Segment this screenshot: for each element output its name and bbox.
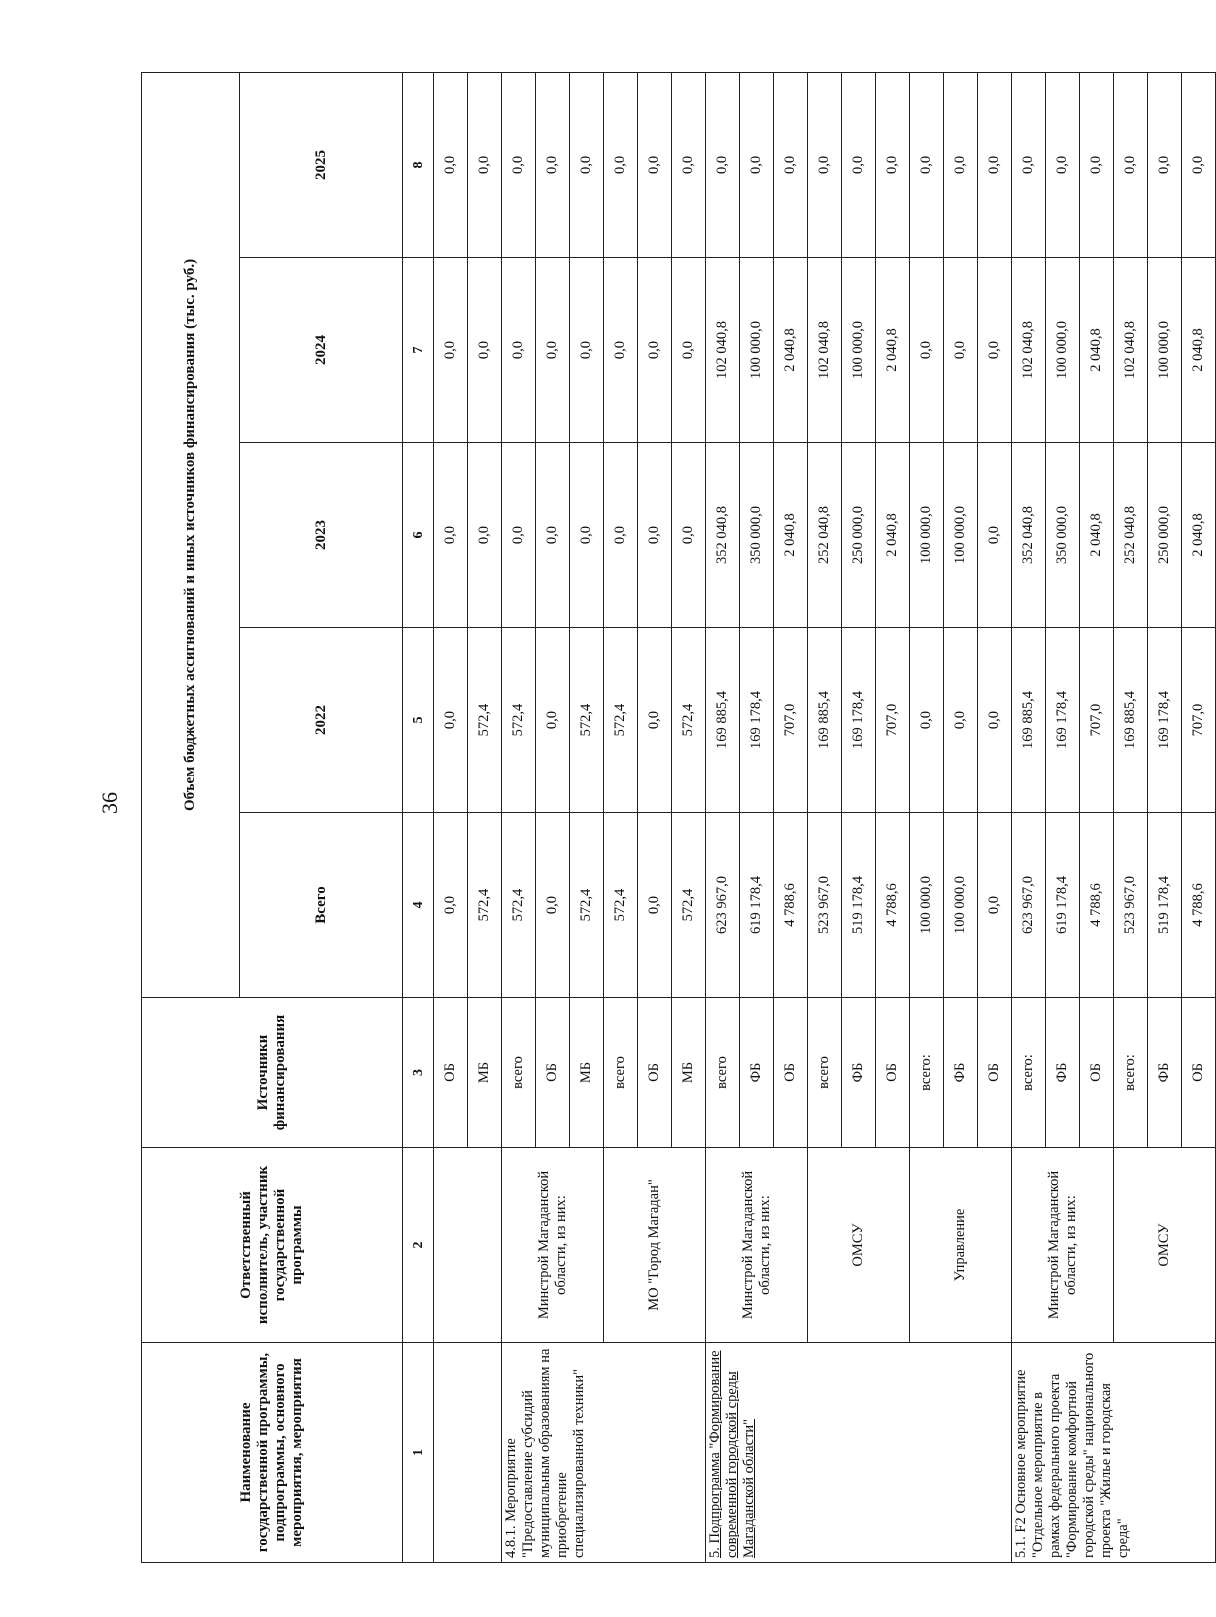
table-row [1012,72,1046,1562]
source-cell: МБ [468,998,502,1148]
header-year-2024: 2024 [240,258,403,443]
total-cell: 623 967,0 [706,813,740,998]
total-cell: 0,0 [638,813,672,998]
column-index: 2 [403,1148,434,1343]
year-2025-cell: 0,0 [706,72,740,257]
year-2025-cell: 0,0 [842,72,876,257]
total-cell: 572,4 [570,813,604,998]
header-name: Наименование государственной программы, подпрограммы, основного мероприятия, мероприятия [142,1343,403,1563]
year-2022-cell: 169 178,4 [740,628,774,813]
year-2023-cell: 0,0 [536,443,570,628]
source-cell: ОБ [1080,998,1114,1148]
year-2022-cell: 0,0 [434,628,468,813]
header-year-2022: 2022 [240,628,403,813]
year-2022-cell: 0,0 [978,628,1012,813]
responsible-cell: Управление [910,1148,1012,1343]
source-cell: ОБ [978,998,1012,1148]
responsible-cell: МО "Город Магадан" [604,1148,706,1343]
year-2024-cell: 100 000,0 [842,258,876,443]
year-2024-cell: 0,0 [502,258,536,443]
table-row [1114,72,1148,1562]
year-2025-cell: 0,0 [570,72,604,257]
total-cell: 100 000,0 [944,813,978,998]
program-name-cell: 4.8.1. Мероприятие "Предоставление субсидий муниципальным образованиям на приобретение специализированной техники" [502,1343,706,1563]
year-2022-cell: 0,0 [638,628,672,813]
total-cell: 523 967,0 [1114,813,1148,998]
year-2023-cell: 0,0 [570,443,604,628]
year-2025-cell: 0,0 [638,72,672,257]
responsible-cell: ОМСУ [808,1148,910,1343]
year-2022-cell: 169 885,4 [1012,628,1046,813]
column-index: 3 [403,998,434,1148]
header-year-2023: 2023 [240,443,403,628]
total-cell: 572,4 [672,813,706,998]
source-cell: всего [502,998,536,1148]
year-2023-cell: 0,0 [978,443,1012,628]
year-2022-cell: 169 178,4 [1046,628,1080,813]
table-row [434,72,468,1562]
year-2023-cell: 0,0 [672,443,706,628]
year-2024-cell: 2 040,8 [1080,258,1114,443]
source-cell: ФБ [1046,998,1080,1148]
year-2023-cell: 2 040,8 [1182,443,1216,628]
source-cell: ОБ [638,998,672,1148]
year-2025-cell: 0,0 [672,72,706,257]
year-2023-cell: 0,0 [468,443,502,628]
year-2025-cell: 0,0 [1080,72,1114,257]
header-year-2025: 2025 [240,72,403,257]
column-index: 7 [403,258,434,443]
table-row [910,72,944,1562]
total-cell: 0,0 [978,813,1012,998]
year-2024-cell: 100 000,0 [740,258,774,443]
year-2025-cell: 0,0 [536,72,570,257]
source-cell: ОБ [774,998,808,1148]
year-2023-cell: 352 040,8 [1012,443,1046,628]
source-cell: ОБ [1182,998,1216,1148]
year-2024-cell: 0,0 [570,258,604,443]
year-2024-cell: 102 040,8 [808,258,842,443]
source-cell: МБ [672,998,706,1148]
year-2024-cell: 0,0 [672,258,706,443]
year-2025-cell: 0,0 [604,72,638,257]
year-2025-cell: 0,0 [1114,72,1148,257]
year-2024-cell: 0,0 [434,258,468,443]
page-number: 36 [97,792,122,814]
year-2022-cell: 169 178,4 [1148,628,1182,813]
total-cell: 0,0 [434,813,468,998]
year-2022-cell: 0,0 [910,628,944,813]
year-2022-cell: 707,0 [1080,628,1114,813]
header-source: Источники финансирования [142,998,403,1148]
year-2023-cell: 252 040,8 [1114,443,1148,628]
total-cell: 100 000,0 [910,813,944,998]
responsible-cell: Минстрой Магаданской области, из них: [502,1148,604,1343]
source-cell: МБ [570,998,604,1148]
year-2022-cell: 707,0 [876,628,910,813]
year-2023-cell: 2 040,8 [1080,443,1114,628]
total-cell: 4 788,6 [1182,813,1216,998]
total-cell: 4 788,6 [1080,813,1114,998]
year-2024-cell: 0,0 [978,258,1012,443]
total-cell: 523 967,0 [808,813,842,998]
total-cell: 519 178,4 [842,813,876,998]
year-2025-cell: 0,0 [978,72,1012,257]
year-2022-cell: 0,0 [944,628,978,813]
column-index: 1 [403,1343,434,1563]
year-2024-cell: 102 040,8 [1012,258,1046,443]
table-row [706,72,740,1562]
source-cell: ФБ [1148,998,1182,1148]
responsible-cell: Минстрой Магаданской области, из них: [706,1148,808,1343]
year-2024-cell: 2 040,8 [1182,258,1216,443]
total-cell: 4 788,6 [876,813,910,998]
year-2024-cell: 0,0 [468,258,502,443]
year-2023-cell: 252 040,8 [808,443,842,628]
year-2024-cell: 102 040,8 [706,258,740,443]
year-2024-cell: 100 000,0 [1046,258,1080,443]
program-name-cell [434,1343,502,1563]
year-2022-cell: 707,0 [774,628,808,813]
year-2022-cell: 572,4 [604,628,638,813]
total-cell: 519 178,4 [1148,813,1182,998]
total-cell: 4 788,6 [774,813,808,998]
year-2024-cell: 0,0 [944,258,978,443]
rotated-table-wrapper [141,73,1206,1563]
year-2024-cell: 0,0 [638,258,672,443]
responsible-cell [434,1148,502,1343]
year-2024-cell: 0,0 [536,258,570,443]
total-cell: 572,4 [604,813,638,998]
responsible-cell: Минстрой Магаданской области, из них: [1012,1148,1114,1343]
source-cell: всего [604,998,638,1148]
year-2023-cell: 250 000,0 [842,443,876,628]
source-cell: всего [808,998,842,1148]
program-name-cell: 5. Подпрограмма "Формирование современной городской среды Магаданской области" [706,1343,1012,1563]
year-2022-cell: 572,4 [570,628,604,813]
total-cell: 0,0 [536,813,570,998]
source-cell: всего [706,998,740,1148]
financing-table [141,72,1216,1563]
year-2023-cell: 0,0 [604,443,638,628]
year-2025-cell: 0,0 [1148,72,1182,257]
source-cell: всего: [910,998,944,1148]
year-2023-cell: 0,0 [638,443,672,628]
year-2024-cell: 2 040,8 [876,258,910,443]
year-2025-cell: 0,0 [1012,72,1046,257]
year-2025-cell: 0,0 [1182,72,1216,257]
year-2025-cell: 0,0 [910,72,944,257]
year-2025-cell: 0,0 [434,72,468,257]
year-2022-cell: 169 885,4 [808,628,842,813]
year-2025-cell: 0,0 [876,72,910,257]
column-index: 4 [403,813,434,998]
year-2022-cell: 169 178,4 [842,628,876,813]
year-2025-cell: 0,0 [468,72,502,257]
year-2025-cell: 0,0 [740,72,774,257]
table-row [808,72,842,1562]
year-2022-cell: 0,0 [536,628,570,813]
year-2025-cell: 0,0 [1046,72,1080,257]
year-2022-cell: 572,4 [502,628,536,813]
column-index: 8 [403,72,434,257]
year-2023-cell: 0,0 [502,443,536,628]
year-2024-cell: 0,0 [604,258,638,443]
year-2022-cell: 572,4 [672,628,706,813]
year-2024-cell: 100 000,0 [1148,258,1182,443]
year-2022-cell: 169 885,4 [706,628,740,813]
header-total: Всего [240,813,403,998]
year-2025-cell: 0,0 [774,72,808,257]
year-2023-cell: 2 040,8 [876,443,910,628]
year-2022-cell: 707,0 [1182,628,1216,813]
source-cell: ОБ [536,998,570,1148]
total-cell: 572,4 [502,813,536,998]
year-2025-cell: 0,0 [944,72,978,257]
year-2023-cell: 250 000,0 [1148,443,1182,628]
year-2023-cell: 2 040,8 [774,443,808,628]
source-cell: ФБ [944,998,978,1148]
responsible-cell: ОМСУ [1114,1148,1216,1343]
table-row [502,72,536,1562]
header-responsible: Ответственный исполнитель, участник государственной программы [142,1148,403,1343]
table-body [434,72,1216,1562]
source-cell: ФБ [740,998,774,1148]
column-index: 6 [403,443,434,628]
source-cell: ФБ [842,998,876,1148]
year-2023-cell: 100 000,0 [910,443,944,628]
source-cell: всего: [1114,998,1148,1148]
year-2023-cell: 350 000,0 [740,443,774,628]
year-2023-cell: 352 040,8 [706,443,740,628]
total-cell: 572,4 [468,813,502,998]
total-cell: 623 967,0 [1012,813,1046,998]
year-2024-cell: 0,0 [910,258,944,443]
total-cell: 619 178,4 [740,813,774,998]
source-cell: ОБ [876,998,910,1148]
year-2022-cell: 572,4 [468,628,502,813]
year-2023-cell: 350 000,0 [1046,443,1080,628]
column-index: 5 [403,628,434,813]
source-cell: ОБ [434,998,468,1148]
program-name-cell: 5.1. F2 Основное мероприятие "Отдельное мероприятие в рамках федерального проекта "Формирование комфортной городской среды" национального проекта "Жилье и городская среда" [1012,1343,1216,1563]
table-row [604,72,638,1562]
source-cell: всего: [1012,998,1046,1148]
year-2022-cell: 169 885,4 [1114,628,1148,813]
header-volume: Объем бюджетных ассигнований и иных источников финансирования (тыс. руб.) [142,72,240,997]
year-2023-cell: 0,0 [434,443,468,628]
year-2024-cell: 102 040,8 [1114,258,1148,443]
year-2023-cell: 100 000,0 [944,443,978,628]
year-2025-cell: 0,0 [502,72,536,257]
total-cell: 619 178,4 [1046,813,1080,998]
year-2024-cell: 2 040,8 [774,258,808,443]
year-2025-cell: 0,0 [808,72,842,257]
